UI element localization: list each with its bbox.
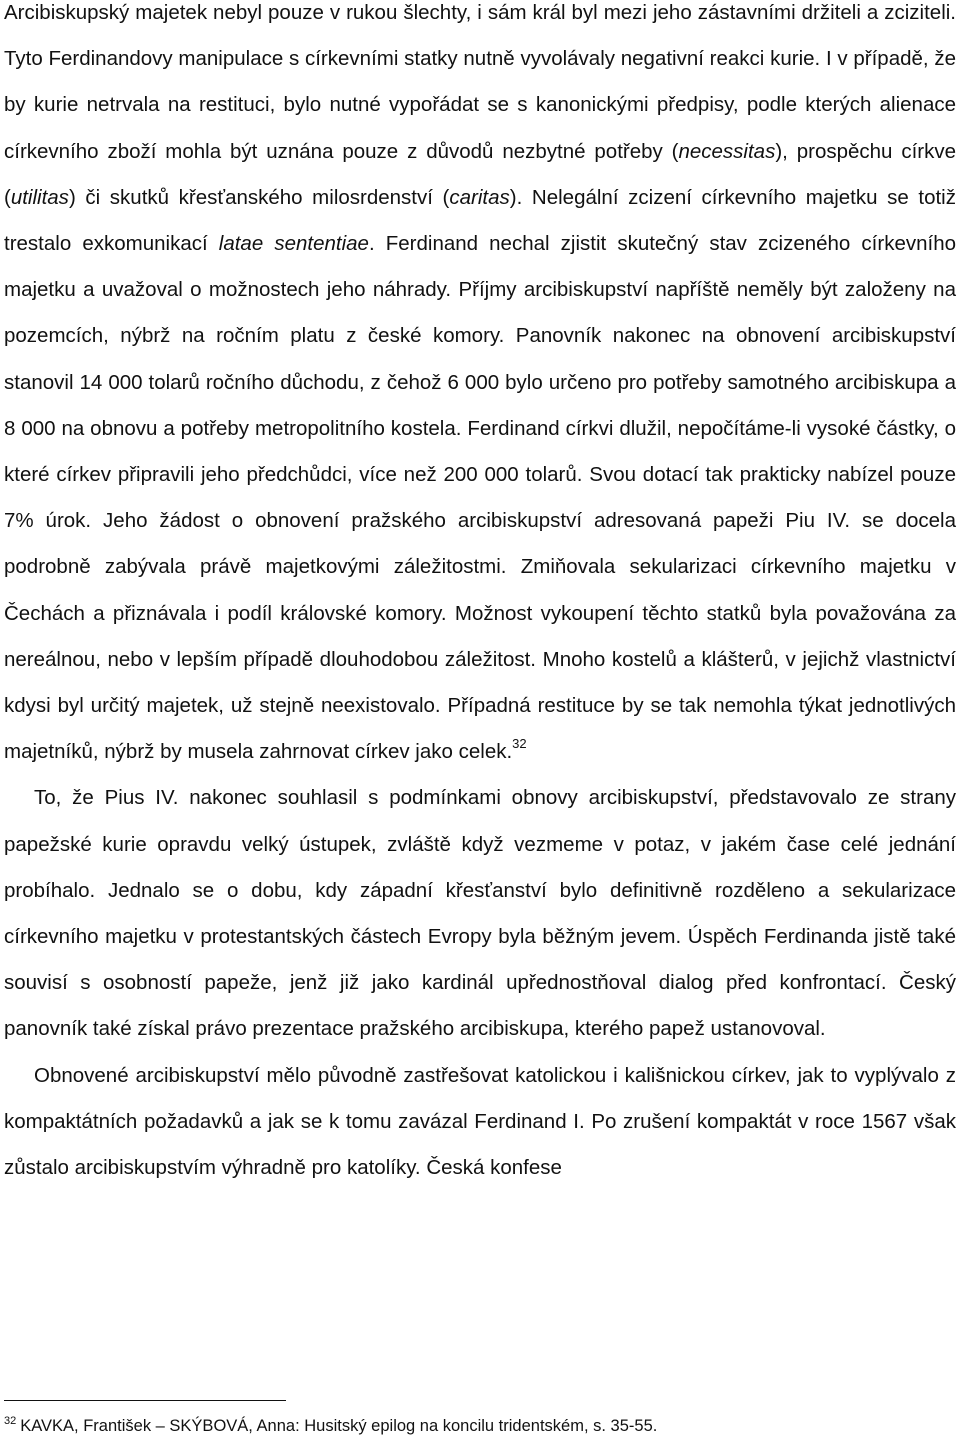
text-run: . Ferdinand nechal zjistit skutečný stav zcizeného církevního majetku a uvažoval o možnostech jeho náhrady. Příjmy arcibiskupství napříště neměly být založeny na pozemcích, nýbrž na ročním platu z české komory. Panovník nakonec na obnovení arcibiskupství stanovil 14 000 tolarů ročního důchodu, z čehož 6 000 bylo určeno pro potřeby samotného arcibiskupa a 8 000 na obnovu a potřeby metropolitního kostela. Ferdinand církvi dlužil, nepočítáme-li vysoké částky, o které církev připravili jeho předchůdci, více než 200 000 tolarů. Svou dotací tak prakticky nabízel pouze 7% úrok. Jeho žádost o obnovení pražského arcibiskupství adresovaná papeži Piu IV. se docela podrobně zabývala právě majetkovými záležitostmi. Zmiňovala sekularizaci církevního majetku v Čechách a přiznávala i podíl královské komory. Možnost vykoupení těchto statků byla považována za nereálnou, nebo v lepším případě dlouhodobou záležitost. Mnoho kostelů a klášterů, v jejichž vlastnictví kdysi byl určitý majetek, už stejně neexistovalo. Případná restituce by se tak nemohla týkat jednotlivých majetníků, nýbrž by musela zahrnovat církev jako celek.	[4, 232, 956, 764]
text-run: ). Nelegální zcizení církevního majetku se totiž trestalo exkomunikací	[4, 185, 956, 256]
latin-term: utilitas	[10, 185, 69, 209]
text-run: Obnovené arcibiskupství mělo původně zastřešovat katolickou i kališnickou církev, jak to vyplývalo z kompaktátních požadavků a jak se k tomu zavázal Ferdinand I. Po zrušení kompaktát v roce 1567 však zůstalo arcibiskupstvím výhradně pro katolíky. Česká konfese	[4, 1063, 956, 1180]
paragraph-2	[4, 775, 956, 1052]
footnote-number: 32	[4, 1415, 17, 1427]
latin-term: necessitas	[678, 139, 776, 163]
paragraph-1	[4, 0, 956, 775]
latin-term: latae sententiae	[218, 232, 369, 256]
latin-term: caritas	[449, 185, 510, 209]
footnote	[4, 1410, 954, 1437]
footnote-separator	[4, 1400, 286, 1401]
text-run: ), prospěchu církve (	[4, 139, 956, 209]
footnote-reference: 32	[512, 736, 527, 752]
paragraph-3	[4, 1053, 956, 1192]
footnote-text: KAVKA, František – SKÝBOVÁ, Anna: Husitský epilog na koncilu tridentském, s. 35-55.	[20, 1417, 658, 1435]
text-run: To, že Pius IV. nakonec souhlasil s podmínkami obnovy arcibiskupství, představovalo ze strany papežské kurie opravdu velký ústupek, zvláště když vezmeme v potaz, v jakém čase celé jednání probíhalo. Jednalo se o dobu, kdy západní křesťanství bylo definitivně rozděleno a sekularizace církevního majetku v protestantských částech Evropy byla běžným jevem. Úspěch Ferdinanda jistě také souvisí s osobností papeže, jenž již jako kardinál upřednostňoval dialog před konfrontací. Český panovník také získal právo prezentace pražského arcibiskupa, kterého papež ustanovoval.	[4, 786, 956, 1041]
text-run: ) či skutků křesťanského milosrdenství (	[68, 185, 450, 209]
text-run: Arcibiskupský majetek nebyl pouze v rukou šlechty, i sám král byl mezi jeho zástavními držiteli a zciziteli. Tyto Ferdinandovy manipulace s církevními statky nutně vyvolávaly negativní reakci kurie. I v případě, že by kurie netrvala na restituci, bylo nutné vypořádat se s kanonickými předpisy, podle kterých alienace církevního zboží mohla být uznána pouze z důvodů nezbytné potřeby (	[4, 1, 956, 163]
